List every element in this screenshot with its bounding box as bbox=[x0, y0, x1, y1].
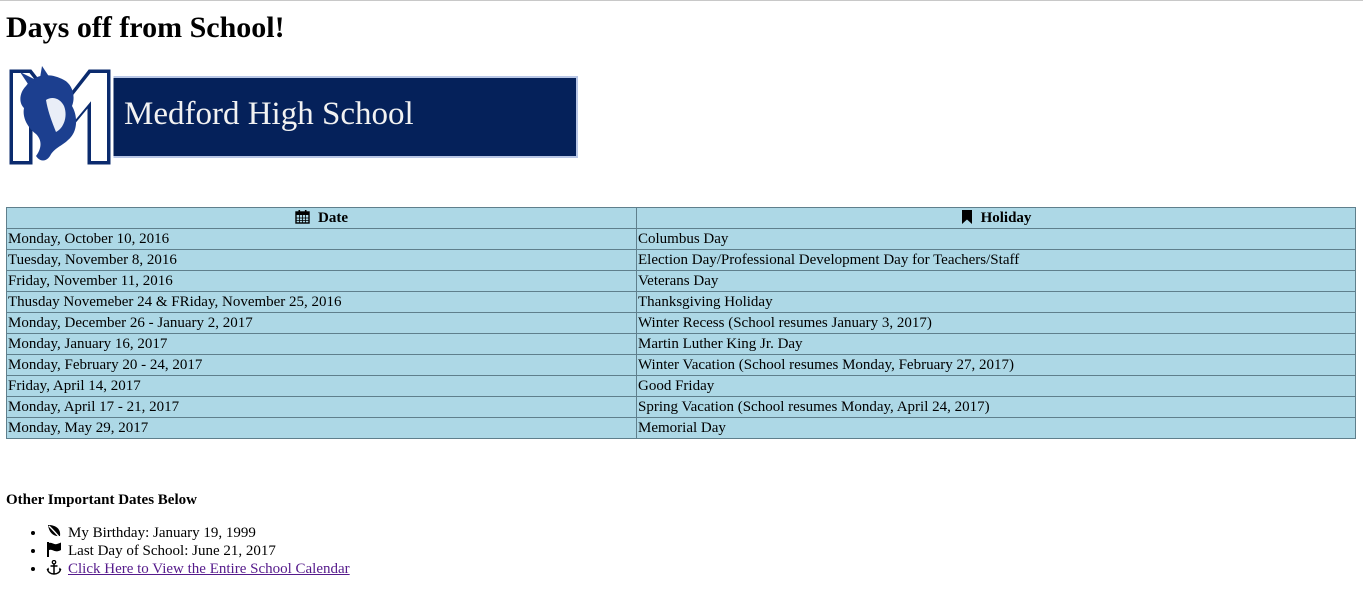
table-row bbox=[7, 292, 1356, 313]
birthday-text: My Birthday: January 19, 1999 bbox=[68, 525, 256, 541]
school-calendar-link[interactable]: Click Here to View the Entire School Calendar bbox=[68, 561, 350, 577]
holiday-cell: Martin Luther King Jr. Day bbox=[637, 334, 1356, 355]
date-cell: Monday, December 26 - January 2, 2017 bbox=[7, 313, 637, 334]
table-row bbox=[7, 271, 1356, 292]
table-row bbox=[7, 355, 1356, 376]
list-item bbox=[46, 542, 350, 560]
school-banner bbox=[6, 66, 576, 168]
last-day-text: Last Day of School: June 21, 2017 bbox=[68, 543, 276, 559]
banner-bar bbox=[102, 76, 578, 158]
date-header-label: Date bbox=[318, 209, 348, 226]
table-row bbox=[7, 334, 1356, 355]
holiday-cell: Memorial Day bbox=[637, 418, 1356, 439]
date-cell: Friday, November 11, 2016 bbox=[7, 271, 637, 292]
table-row bbox=[7, 250, 1356, 271]
holiday-cell: Election Day/Professional Development Day for Teachers/Staff bbox=[637, 250, 1356, 271]
page-title: Days off from School! bbox=[6, 11, 285, 44]
table-row bbox=[7, 418, 1356, 439]
anchor-icon bbox=[46, 560, 62, 575]
holiday-header-label: Holiday bbox=[980, 209, 1032, 226]
holiday-cell: Veterans Day bbox=[637, 271, 1356, 292]
date-column-header bbox=[7, 208, 637, 229]
holiday-cell: Spring Vacation (School resumes Monday, April 24, 2017) bbox=[637, 397, 1356, 418]
date-cell: Monday, January 16, 2017 bbox=[7, 334, 637, 355]
date-cell: Tuesday, November 8, 2016 bbox=[7, 250, 637, 271]
leaf-icon bbox=[46, 524, 62, 539]
list-item bbox=[46, 524, 350, 542]
bookmark-icon bbox=[961, 210, 973, 224]
holiday-cell: Columbus Day bbox=[637, 229, 1356, 250]
date-cell: Monday, October 10, 2016 bbox=[7, 229, 637, 250]
date-cell: Monday, May 29, 2017 bbox=[7, 418, 637, 439]
table-row bbox=[7, 397, 1356, 418]
top-border bbox=[0, 0, 1363, 1]
holiday-cell: Winter Recess (School resumes January 3, 2017) bbox=[637, 313, 1356, 334]
holiday-cell: Thanksgiving Holiday bbox=[637, 292, 1356, 313]
flag-icon bbox=[46, 542, 62, 557]
holiday-column-header bbox=[637, 208, 1356, 229]
calendar-icon bbox=[295, 210, 310, 224]
school-name: Medford High School bbox=[124, 96, 414, 132]
other-dates-heading: Other Important Dates Below bbox=[6, 492, 197, 508]
date-cell: Monday, April 17 - 21, 2017 bbox=[7, 397, 637, 418]
holiday-cell: Good Friday bbox=[637, 376, 1356, 397]
mustang-logo-icon bbox=[6, 66, 114, 168]
holidays-table bbox=[6, 207, 1356, 439]
table-row bbox=[7, 229, 1356, 250]
list-item bbox=[46, 560, 350, 578]
table-header-row bbox=[7, 208, 1356, 229]
date-cell: Thusday Novemeber 24 & FRiday, November 25, 2016 bbox=[7, 292, 637, 313]
table-row bbox=[7, 376, 1356, 397]
other-dates-list bbox=[6, 524, 350, 578]
date-cell: Monday, February 20 - 24, 2017 bbox=[7, 355, 637, 376]
date-cell: Friday, April 14, 2017 bbox=[7, 376, 637, 397]
holiday-cell: Winter Vacation (School resumes Monday, February 27, 2017) bbox=[637, 355, 1356, 376]
table-row bbox=[7, 313, 1356, 334]
